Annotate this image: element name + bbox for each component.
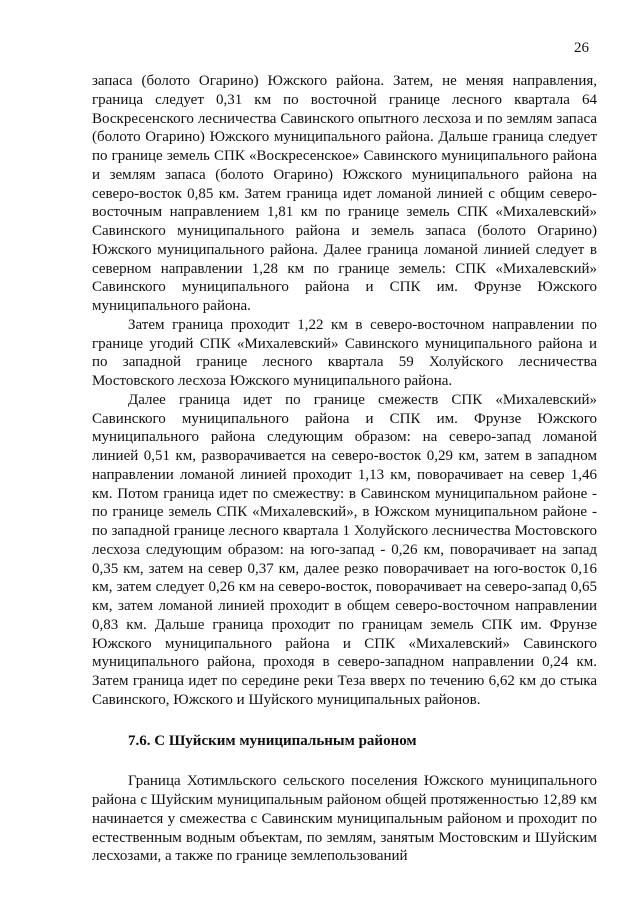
page-number: 26 [574, 40, 589, 56]
paragraph: Затем граница проходит 1,22 км в северо-восточном направлении по границе угодий СПК «Михалевский» Савинского муниципального района и по западной границе лесного квартала 59 Холуйского лесничества Мостовского лесхоза Южского муниципального района. [92, 316, 597, 389]
body-text [92, 72, 597, 866]
paragraph: Далее граница идет по границе смежеств СПК «Михалевский» Савинского муниципального района и СПК им. Фрунзе Южского муниципального района следующим образом: на северо-запад ломаной линией 0,51 км, разворачивается на северо-восток 0,29 км, затем в западном направлении ломаной линией проходит 1,13 км, поворачивает на север 1,46 км. Потом граница идет по смежеству: в Савинском муниципальном районе - по границе земель СПК «Михалевский», в Южском муниципальном районе - по западной границе лесного квартала 1 Холуйского лесничества Мостовского лесхоза следующим образом: на юго-запад - 0,26 км, поворачивает на запад 0,35 км, затем на север 0,37 км, далее резко поворачивает на юго-восток 0,16 км, затем следует 0,26 км на северо-восток, поворачивает на северо-запад 0,65 км, затем ломаной линией проходит в общем северо-восточном направлении 0,83 км. Дальше граница проходит по границам земель СПК им. Фрунзе Южского муниципального района и СПК «Михалевский» Савинского муниципального района, проходя в северо-западном направлении 0,24 км. Затем граница идет по середине реки Теза вверх по течению 6,62 км до стыка Савинского, Южского и Шуйского муниципальных районов. [92, 391, 597, 708]
paragraph: запаса (болото Огарино) Южского района. Затем, не меняя направления, граница следует 0,31 км по восточной границе лесного квартала 64 Воскресенского лесничества Савинского опытного лесхоза и по землям запаса (болото Огарино) Южского муниципального района. Дальше граница следует по границе земель СПК «Воскресенское» Савинского муниципального района и землям запаса (болото Огарино) Южского муниципального района на северо-восток 0,85 км. Затем граница идет ломаной линией с общим северо-восточным направлением 1,81 км по границе земель СПК «Михалевский» Савинского муниципального района и земель запаса (болото Огарино) Южского муниципального района. Далее граница ломаной линией следует в северном направлении 1,28 км по границе земель: СПК «Михалевский» Савинского муниципального района и СПК им. Фрунзе Южского муниципального района. [92, 73, 597, 314]
paragraph: Граница Хотимльского сельского поселения Южского муниципального района с Шуйским муниципальным районом общей протяженностью 12,89 км начинается у смежества с Савинским муниципальным районом и проходит по естественным водным объектам, по землям, занятым Мостовским и Шуйским лесхозами, а также по границе землепользований [92, 773, 597, 865]
section-heading: 7.6. С Шуйским муниципальным районом [128, 732, 417, 749]
